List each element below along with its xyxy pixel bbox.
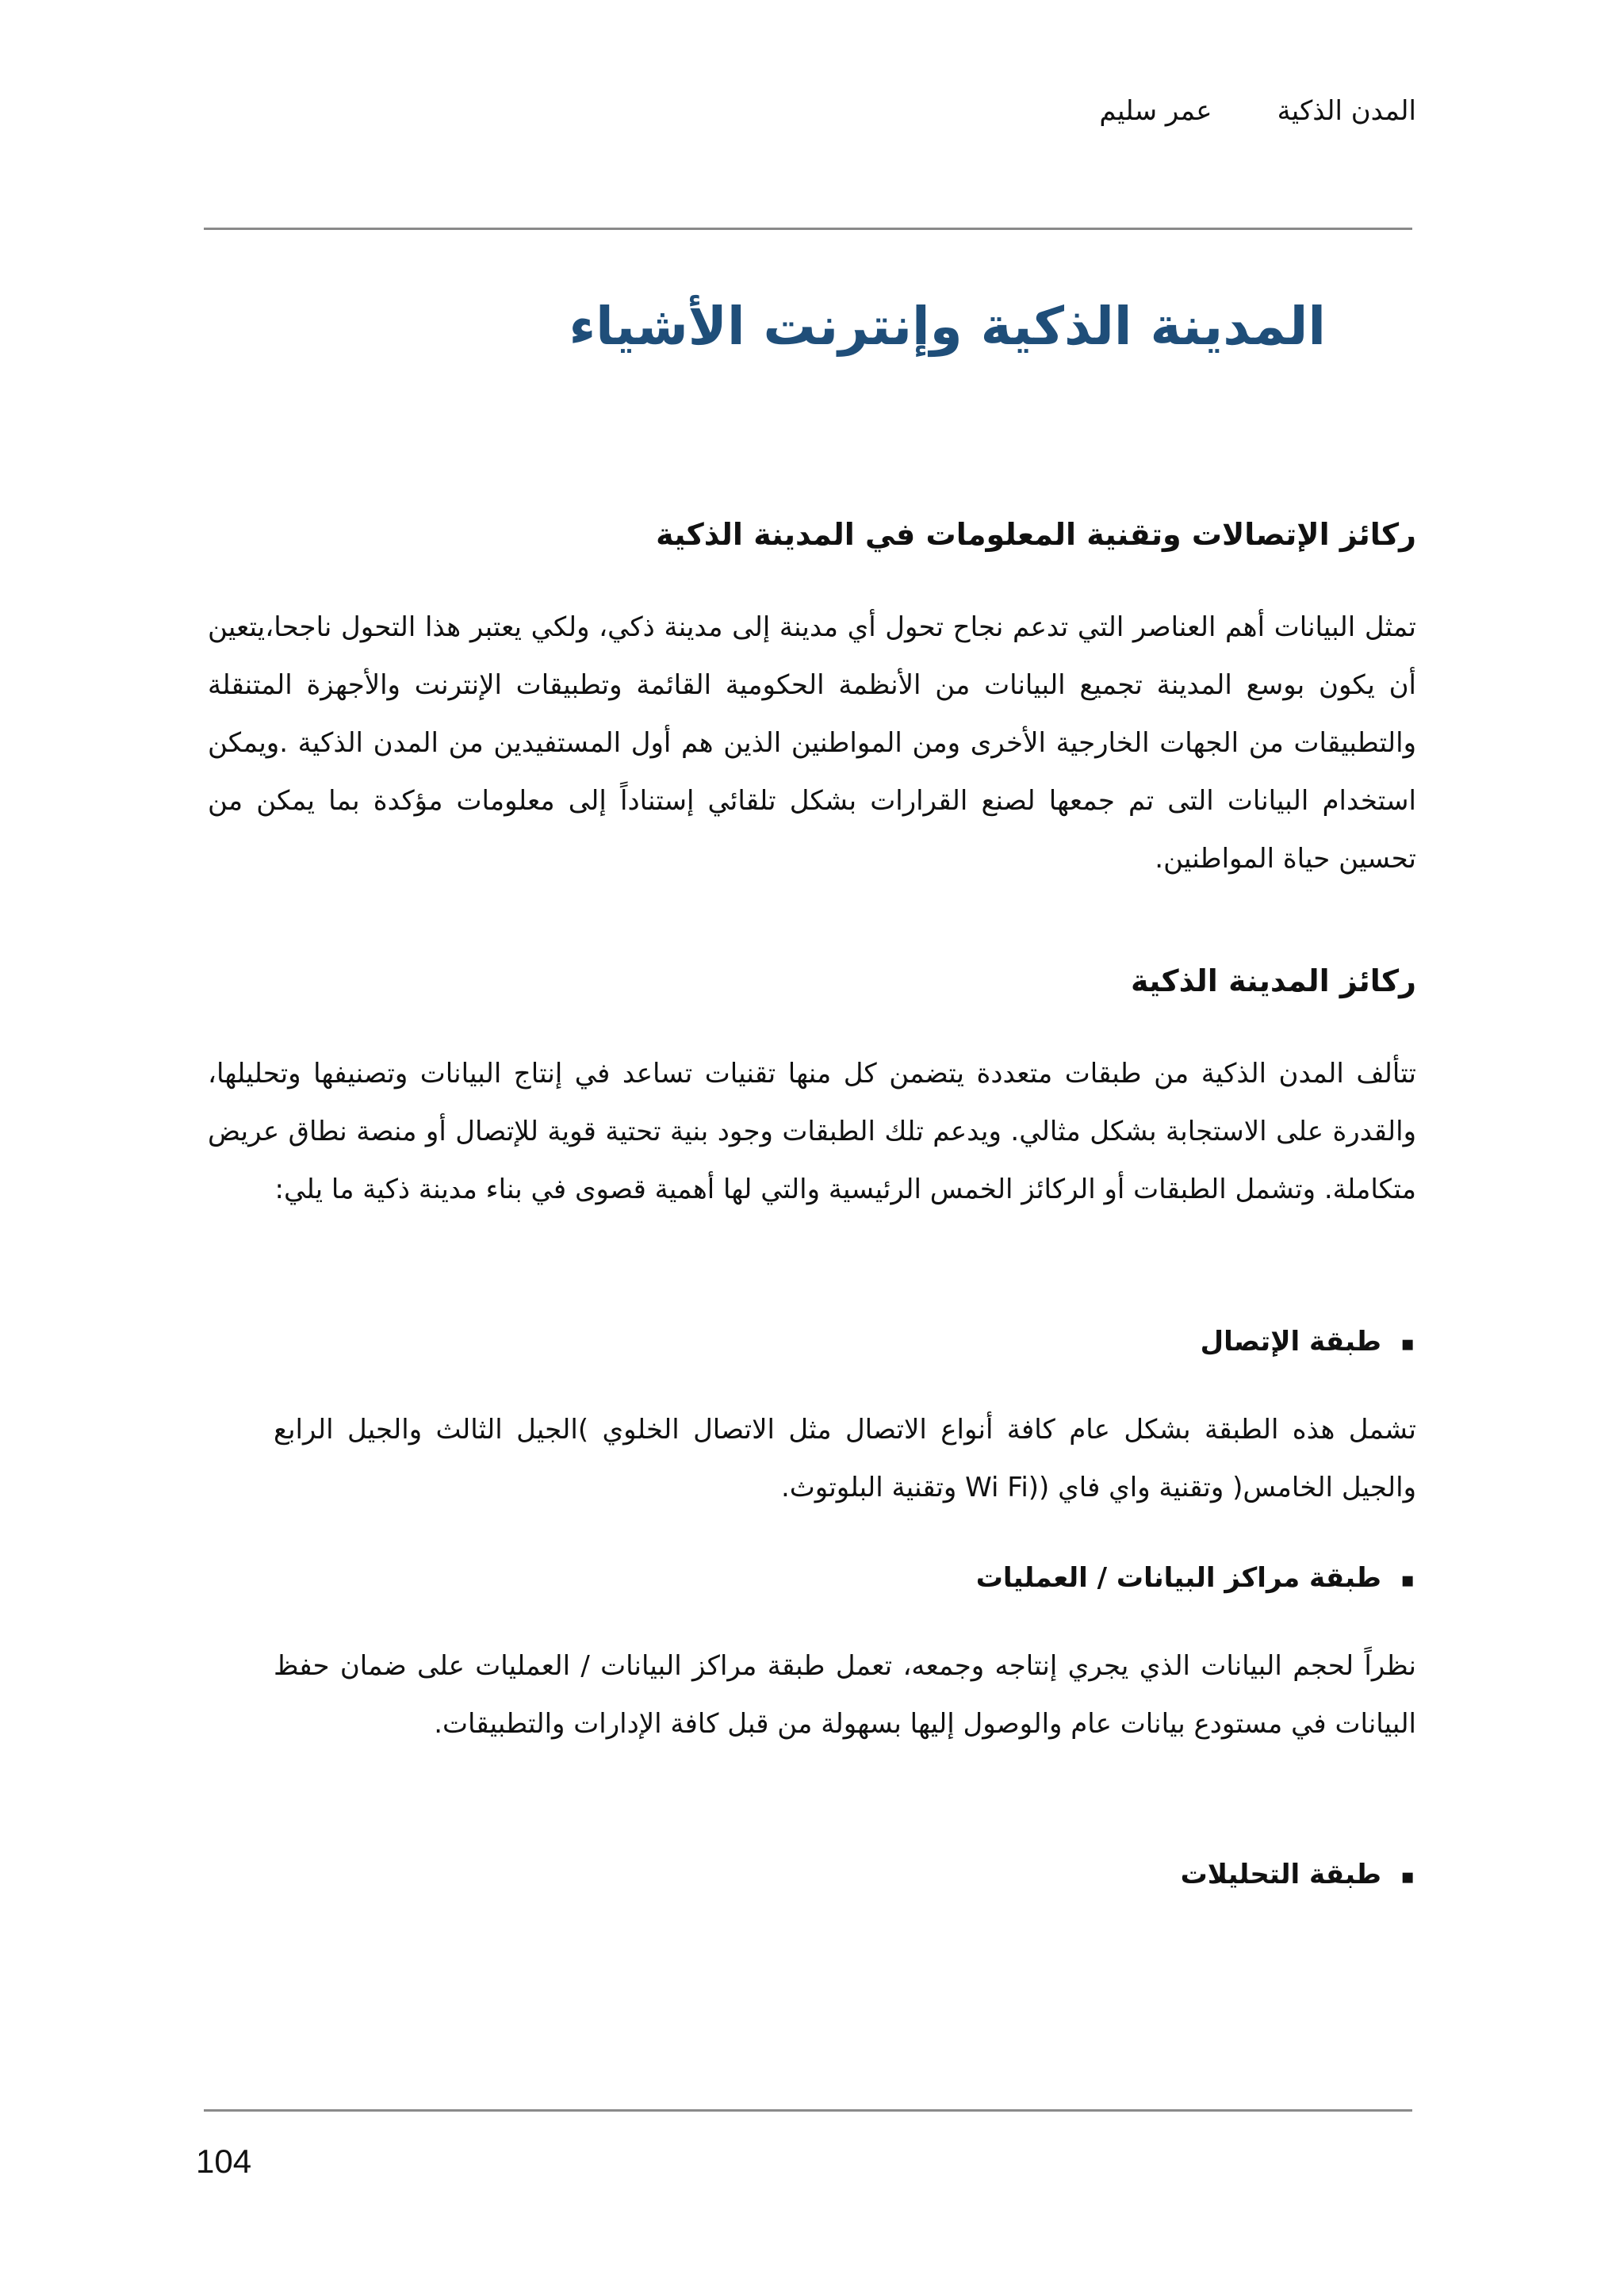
section-ict-pillars-body xyxy=(208,599,1416,888)
bullet-marker: ▪ xyxy=(1400,1568,1415,1592)
section-heading: ركائز المدينة الذكية xyxy=(1130,963,1416,998)
paragraph: تتألف المدن الذكية من طبقات متعددة يتضمن كل منها تقنيات تساعد في إنتاج البيانات وتصنيفها وتحليلها، والقدرة على الاستجابة بشكل مثالي. ويدعم تلك الطبقات وجود بنية تحتية قوية للإتصال أو منصة نطاق عريض متكاملة. وتشمل الطبقات أو الركائز الخمس الرئيسية والتي لها أهمية قصوى في بناء مدينة ذكية ما يلي: xyxy=(208,1058,1416,1205)
header-book-title: المدن الذكية xyxy=(1277,95,1416,127)
header-divider xyxy=(204,228,1412,230)
bullet-item xyxy=(208,1859,1416,1890)
bullet-marker: ▪ xyxy=(1400,1865,1415,1889)
bullet-item xyxy=(208,1326,1416,1358)
section-smart-city-pillars-body xyxy=(208,1045,1416,1219)
section-heading: ركائز الإتصالات وتقنية المعلومات في المدينة الذكية xyxy=(656,517,1416,552)
layer-paragraph xyxy=(274,1637,1416,1753)
chapter-title: المدينة الذكية وإنترنت الأشياء xyxy=(569,296,1326,357)
footer-divider xyxy=(204,2109,1412,2112)
bullet-title: طبقة الإتصال xyxy=(1200,1326,1381,1358)
bullet-title: طبقة التحليلات xyxy=(1180,1859,1381,1890)
bullet-title: طبقة مراكز البيانات / العمليات xyxy=(975,1562,1381,1594)
layer-paragraph xyxy=(274,1401,1416,1517)
section-smart-city-pillars xyxy=(208,962,1416,1001)
bullet-marker: ▪ xyxy=(1400,1332,1415,1356)
paragraph: تشمل هذه الطبقة بشكل عام كافة أنواع الاتصال مثل الاتصال الخلوي )الجيل الثالث والجيل الرابع والجيل الخامس( وتقنية واي فاي ((Wi Fi وتقنية البلوتوث. xyxy=(274,1414,1416,1503)
section-ict-pillars xyxy=(208,515,1416,554)
header-author: عمر سليم xyxy=(1099,95,1212,127)
running-header xyxy=(1099,95,1416,127)
paragraph: تمثل البيانات أهم العناصر التي تدعم نجاح تحول أي مدينة إلى مدينة ذكي، ولكي يعتبر هذا التحول ناجحا،يتعين أن يكون بوسع المدينة تجميع البيانات من الأنظمة الحكومية القائمة وتطبيقات الإنترنت والأجهزة المتنقلة والتطبيقات من الجهات الخارجية الأخرى ومن المواطنين الذين هم أول المستفيدين من المدن الذكية .ويمكن استخدام البيانات التى تم جمعها لصنع القرارات بشكل تلقائي إستناداً إلى معلومات مؤكدة بما يمكن من تحسين حياة المواطنين. xyxy=(208,611,1416,875)
paragraph: نظراً لحجم البيانات الذي يجري إنتاجه وجمعه، تعمل طبقة مراكز البيانات / العمليات على ضمان حفظ البيانات في مستودع بيانات عام والوصول إليها بسهولة من قبل كافة الإدارات والتطبيقات. xyxy=(274,1650,1416,1740)
page-number: 104 xyxy=(196,2143,252,2180)
bullet-item xyxy=(208,1562,1416,1594)
